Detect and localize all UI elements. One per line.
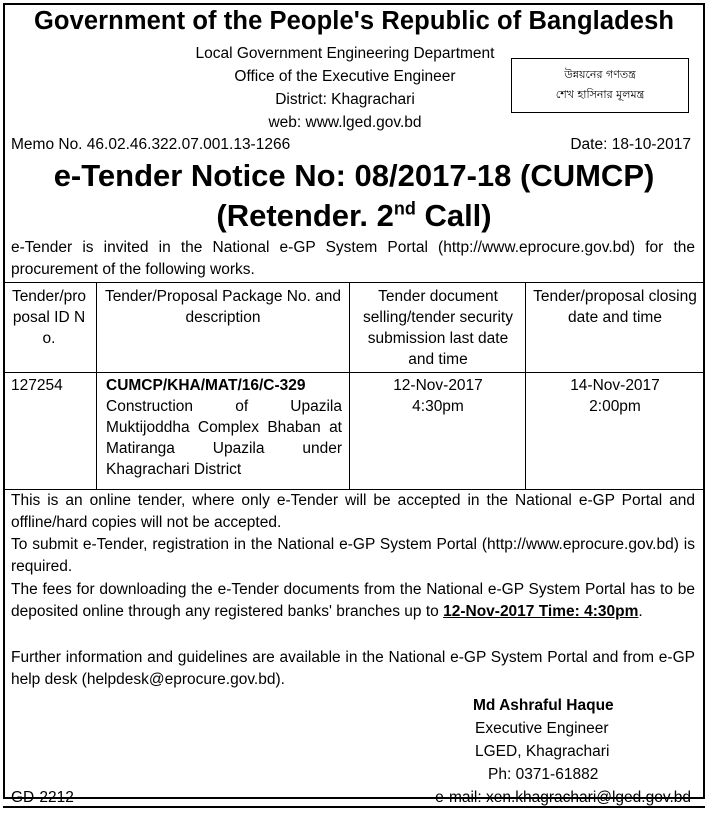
district-name: District: Khagrachari [275,91,415,108]
header-package: Tender/Proposal Package No. and description [104,288,342,326]
selling-date: 12-Nov-2017 [393,377,483,394]
tender-id: 127254 [11,377,63,394]
retender-title: (Retender. 2nd Call) [216,198,492,233]
paragraph-registration: To submit e-Tender, registration in the National e-GP System Portal (http://www.eprocure.gov.bd) is required. [11,536,695,575]
notice-title: e-Tender Notice No: 08/2017-18 (CUMCP) [53,158,655,193]
signatory-title: Executive Engineer [475,720,609,737]
government-title: Government of the People's Republic of Bangladesh [33,7,675,35]
signatory-phone: Ph: 0371-61882 [488,766,599,783]
signatory-name: Md Ashraful Haque [473,697,614,714]
department-name: Local Government Engineering Department [195,45,495,62]
gd-code: GD-2212 [11,789,74,806]
signatory-email: e-mail: xen.khagrachari@lged.gov.bd [435,789,691,806]
intro-paragraph: e-Tender is invited in the National e-GP System Portal (http://www.eprocure.gov.bd) for the procurement of the following works. [11,239,695,278]
memo-date: Date: 18-10-2017 [570,136,691,153]
table-header-rule [5,372,703,373]
paragraph-online-tender: This is an online tender, where only e-Tender will be accepted in the National e-GP Portal and offline/hard copies will not be accepted. [11,492,695,531]
closing-date: 14-Nov-2017 [570,377,660,394]
table-col-rule [349,282,350,489]
paragraph-fees: The fees for downloading the e-Tender documents from the National e-GP System Portal has to be deposited online through any registered banks' branches up to 12-Nov-2017 Time: 4:30pm. [11,581,695,620]
paragraph-helpdesk: Further information and guidelines are available in the National e-GP System Portal and from e-GP help desk (helpdesk@eprocure.gov.bd). [11,649,695,688]
package-number: CUMCP/KHA/MAT/16/C-329 [106,377,306,394]
ordinal-suffix: nd [393,198,416,219]
deadline: 12-Nov-2017 Time: 4:30pm [443,602,639,620]
package-description: Construction of Upazila Muktijoddha Complex Bhaban at Matiranga Upazila under Khagrachari District [106,398,342,478]
header-closing: Tender/proposal closing date and time [533,288,697,326]
table-col-rule [96,282,97,489]
slogan-box [511,58,689,113]
header-selling: Tender document selling/tender security submission last date and time [363,288,513,368]
website: web: www.lged.gov.bd [268,114,422,131]
signatory-office: LGED, Khagrachari [475,743,610,760]
table-col-rule [525,282,526,489]
bottom-border [3,806,705,808]
tender-notice [3,3,705,806]
selling-time: 4:30pm [412,398,464,415]
memo-number: Memo No. 46.02.46.322.07.001.13-1266 [11,136,291,153]
office-name: Office of the Executive Engineer [234,68,456,85]
slogan-line-1: উন্নয়নের গণতন্ত্র [564,68,636,81]
table-top-rule [5,282,703,283]
header-id: Tender/proposal ID No. [11,288,87,347]
closing-time: 2:00pm [589,398,641,415]
slogan-line-2: শেখ হাসিনার মূলমন্ত্র [555,88,645,101]
